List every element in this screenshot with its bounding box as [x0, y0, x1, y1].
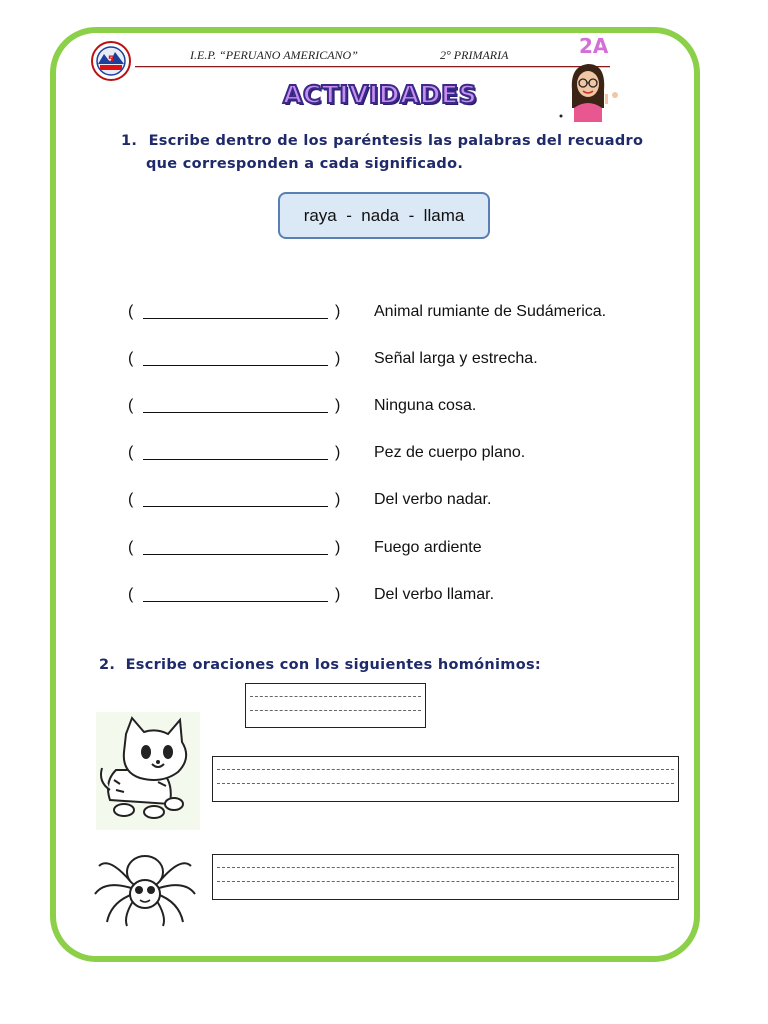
- word-box-text: raya - nada - llama: [303, 205, 465, 225]
- answer-blank[interactable]: [143, 601, 328, 602]
- answer-blank[interactable]: [143, 459, 328, 460]
- section1-number: 1.: [121, 133, 138, 149]
- definition-row: ( ) Fuego ardiente: [128, 539, 482, 556]
- answer-blank[interactable]: [143, 365, 328, 366]
- section-badge: 2A: [579, 34, 609, 58]
- definition-text: Del verbo nadar.: [374, 491, 492, 508]
- answer-blank[interactable]: [143, 554, 328, 555]
- section1-instruction-line2: que corresponden a cada significado.: [146, 156, 464, 172]
- definition-row: ( ) Ninguna cosa.: [128, 397, 477, 414]
- school-name: I.E.P. “PERUANO AMERICANO”: [190, 48, 358, 62]
- teacher-avatar-icon: [558, 60, 626, 122]
- definition-row: ( ) Animal rumiante de Sudámerica.: [128, 303, 607, 320]
- definition-text: Del verbo llamar.: [374, 586, 495, 603]
- section2-instruction: [99, 657, 541, 673]
- spider-sentence-box[interactable]: [212, 854, 679, 900]
- section1-instruction-line1: Escribe dentro de los paréntesis las palabras del recuadro: [148, 133, 644, 149]
- svg-text:5: 5: [107, 55, 115, 65]
- definition-text: Fuego ardiente: [374, 539, 482, 556]
- answer-blank[interactable]: [143, 506, 328, 507]
- header-divider: [135, 66, 610, 68]
- section2-instruction-text: Escribe oraciones con los siguientes homónimos:: [125, 657, 541, 673]
- answer-blank[interactable]: [143, 412, 328, 413]
- spider-drawing-icon: [91, 836, 199, 928]
- word-writing-box[interactable]: [245, 683, 426, 728]
- definition-text: Señal larga y estrecha.: [374, 350, 538, 367]
- definition-text: Animal rumiante de Sudámerica.: [374, 303, 607, 320]
- grade-label: 2° PRIMARIA: [440, 48, 509, 62]
- section2-number: 2.: [99, 657, 116, 673]
- page-title: ACTIVIDADES: [283, 80, 478, 109]
- school-logo-icon: [88, 40, 134, 82]
- definition-row: ( ) Pez de cuerpo plano.: [128, 444, 526, 461]
- title-banner: [283, 80, 476, 116]
- cat-sentence-box[interactable]: [212, 756, 679, 802]
- definition-row: ( ) Señal larga y estrecha.: [128, 350, 538, 367]
- answer-blank[interactable]: [143, 318, 328, 319]
- section1-instruction: [121, 133, 643, 149]
- cat-drawing-icon: [96, 712, 200, 830]
- definition-text: Ninguna cosa.: [374, 397, 477, 414]
- word-box: [278, 192, 490, 239]
- definition-row: ( ) Del verbo nadar.: [128, 491, 492, 508]
- definition-row: ( ) Del verbo llamar.: [128, 586, 495, 603]
- definition-text: Pez de cuerpo plano.: [374, 444, 526, 461]
